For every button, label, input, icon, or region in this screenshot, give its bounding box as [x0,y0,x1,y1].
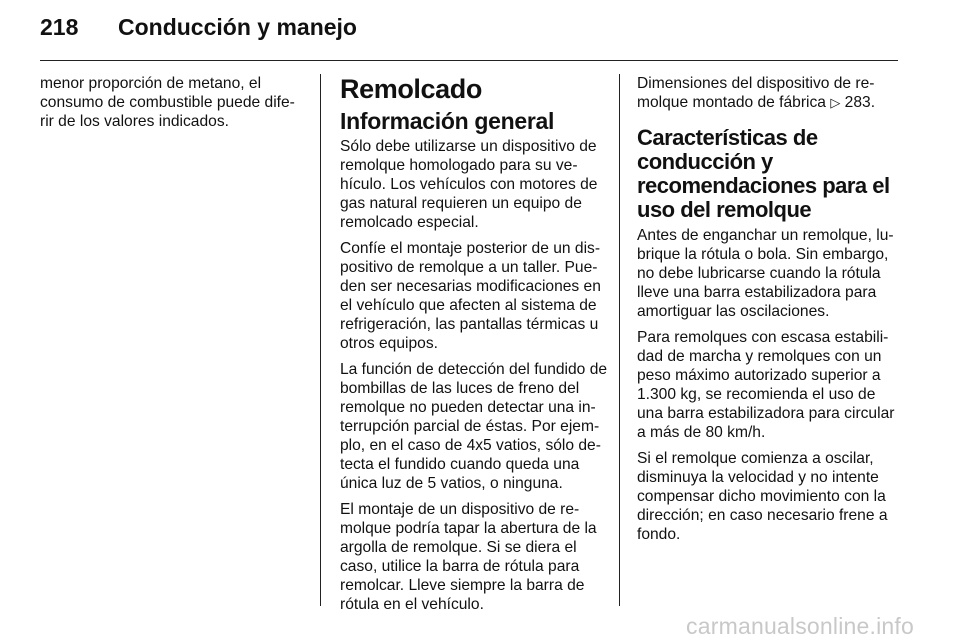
paragraph: Antes de enganchar un remolque, lu-brique la rótula o bola. Sin embargo, no debe lubricarse cuando la rótula lleve una barra estabilizadora para amortiguar las oscilaciones. [637,227,894,320]
column-divider [320,74,321,606]
watermark: carmanualsonline.info [686,613,914,639]
running-title: Conducción y manejo [118,14,357,40]
triangle-right-icon[interactable]: ▷ [830,95,841,110]
column-1 [40,74,308,138]
column-2 [340,74,608,621]
page-header [0,0,960,60]
paragraph: Si el remolque comienza a oscilar, disminuya la velocidad y no intente compensar dicho movimiento con la dirección; en caso necesario frene a fondo. [637,450,888,543]
cross-reference-text: Dimensiones del dispositivo de re-molque montado de fábrica [637,75,875,111]
column-3 [637,74,905,551]
cross-reference-page[interactable]: 283. [844,94,876,111]
paragraph: Confíe el montaje posterior de un dis-positivo de remolque a un taller. Pue-den ser necesarias modificaciones en el vehículo que afecten al sistema de refrigeración, las pantallas térmicas u otros equipos. [340,240,601,352]
paragraph: Para remolques con escasa estabili-dad de marcha y remolques con un peso máximo autorizado superior a 1.300 kg, se recomienda el uso de una barra estabilizadora para circular a más de 80 km/h. [637,329,895,441]
paragraph: La función de detección del fundido de bombillas de las luces de freno del remolque no pueden detectar una in-terrupción parcial de éstas. Por ejem-plo, en el caso de 4x5 vatios, sólo de-tecta el fundido cuando queda una única luz de 5 vatios, o ninguna. [340,361,608,492]
column-divider [619,74,620,606]
paragraph: menor proporción de metano, el consumo de combustible puede dife-rir de los valores indicados. [40,75,295,130]
paragraph-cross-reference [637,74,905,112]
subsection-title: Información general [340,108,555,134]
paragraph: El montaje de un dispositivo de re-molque podría tapar la abertura de la argolla de remolque. Si se diera el caso, utilice la barra de rótula para remolcar. Lleve siempre la barra de rótula en el vehículo. [340,501,597,613]
page-number: 218 [40,14,79,40]
subsection-title: Características de conducción y recomendaciones para el uso del remolque [637,125,890,222]
paragraph: Sólo debe utilizarse un dispositivo de remolque homologado para su ve-hículo. Los vehículos con motores de gas natural requieren un equipo de remolcado especial. [340,138,598,231]
header-rule [40,60,898,61]
section-title: Remolcado [340,74,482,104]
